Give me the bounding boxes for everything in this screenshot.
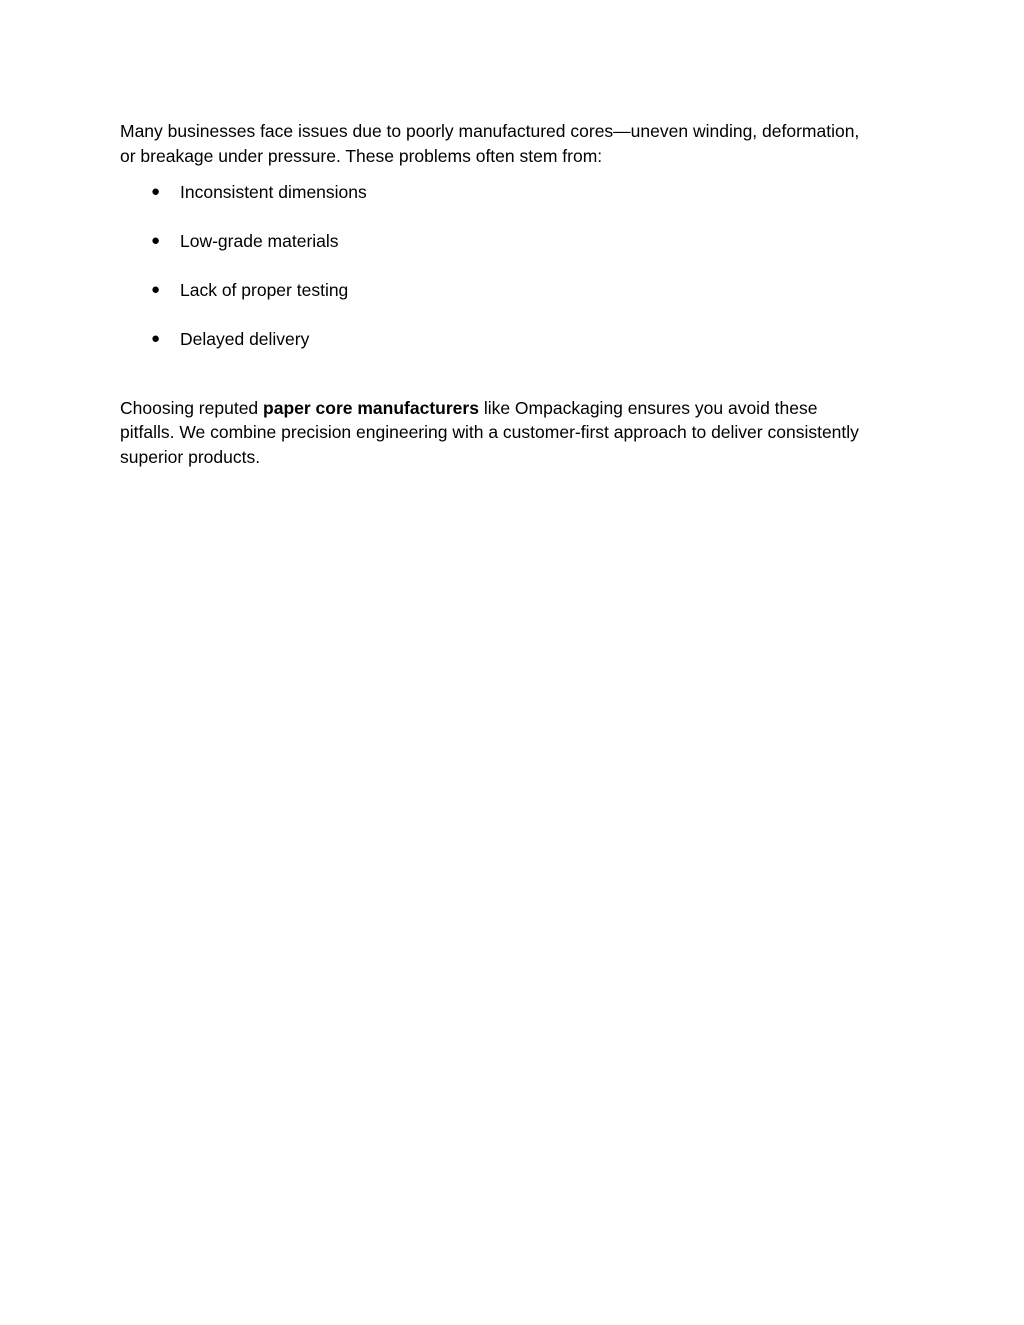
closing-text-end: like Ompackaging ensures you avoid these pitfalls. We combine precision engineering with a customer-first approach to deliver consistently superior products.: [120, 397, 859, 467]
bullet-icon: ●: [151, 330, 161, 347]
list-item-text: Lack of proper testing: [180, 280, 349, 300]
bullet-icon: ●: [151, 183, 161, 200]
list-item-text: Inconsistent dimensions: [180, 182, 367, 202]
list-item: [120, 180, 910, 205]
bullet-icon: ●: [151, 281, 161, 298]
closing-paragraph: [120, 396, 910, 470]
list-item-text: Low-grade materials: [180, 231, 339, 251]
closing-text-start: Choosing reputed: [120, 397, 264, 418]
bullet-icon: ●: [151, 232, 161, 249]
list-item: [120, 278, 910, 303]
document-body: [120, 119, 910, 469]
bold-keyword: paper core manufacturers: [263, 397, 479, 418]
intro-paragraph: Many businesses face issues due to poorly manufactured cores—uneven winding, deformation, or breakage under pressure. These problems often stem from:: [120, 121, 860, 166]
list-item-text: Delayed delivery: [180, 329, 310, 349]
issues-list: [120, 180, 910, 352]
list-item: [120, 327, 910, 352]
list-item: [120, 229, 910, 254]
